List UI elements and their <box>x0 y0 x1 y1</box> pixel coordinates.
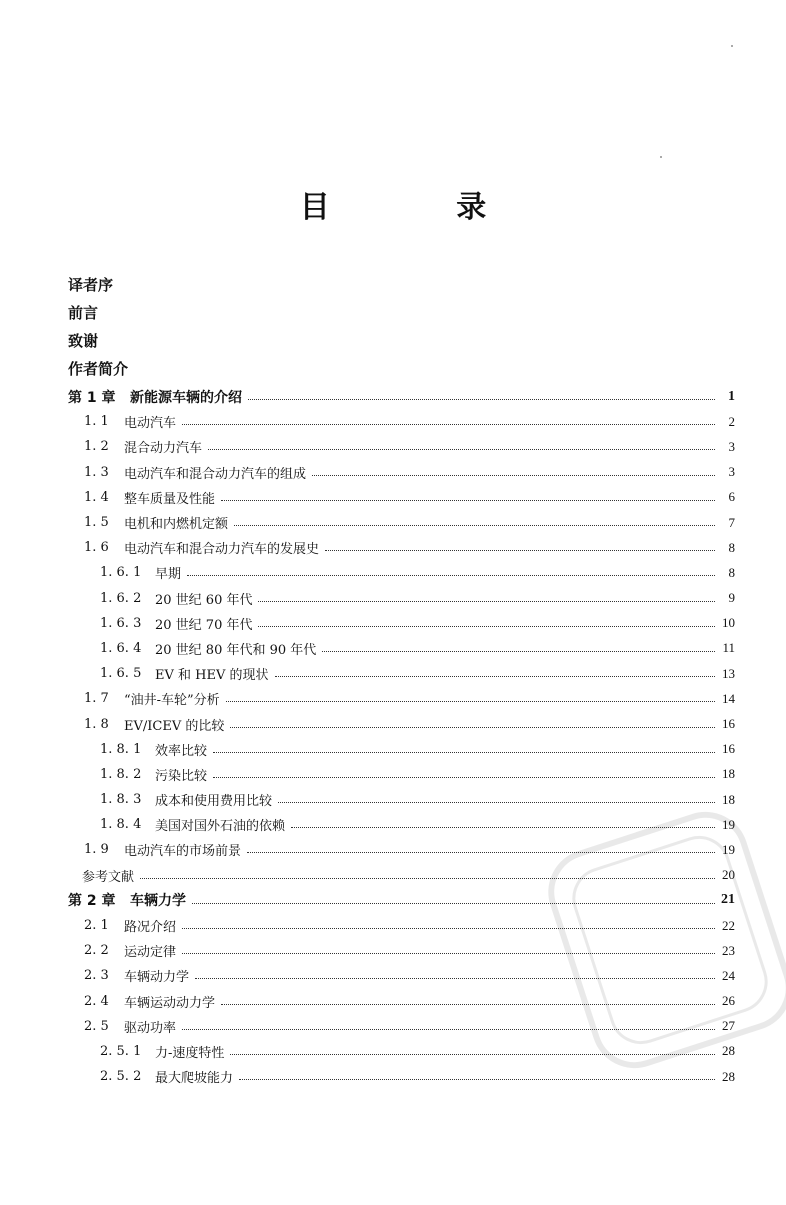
toc-label: EV 和 HEV 的现状 <box>155 668 269 684</box>
toc-label: 混合动力汽车 <box>124 441 203 457</box>
front-matter-acknowledgements[interactable]: 致谢 <box>68 332 99 350</box>
toc-page-number: 19 <box>722 816 735 832</box>
page-title: 目 录 <box>299 190 545 225</box>
toc-leader-dots <box>213 752 715 753</box>
toc-number: 1. 6. 4 <box>100 640 142 656</box>
toc-section-row[interactable] <box>68 762 735 787</box>
toc-number: 1. 6. 1 <box>100 565 142 581</box>
toc-number: 1. 2 <box>84 439 109 455</box>
toc-label: 20 世纪 80 年代和 90 年代 <box>155 642 317 658</box>
toc-number: 1. 4 <box>84 489 109 505</box>
toc-section-row[interactable] <box>68 535 735 560</box>
toc-page-number: 18 <box>722 791 735 807</box>
toc-section-row[interactable] <box>68 711 735 736</box>
toc-label: 美国对国外石油的依赖 <box>155 819 286 835</box>
toc-section-row[interactable] <box>68 409 735 434</box>
toc-section-row[interactable] <box>68 787 735 812</box>
toc-section-row[interactable] <box>68 485 735 510</box>
toc-chapter-row[interactable] <box>68 384 735 409</box>
front-matter-translator-preface[interactable]: 译者序 <box>68 276 114 294</box>
toc-number: 第 2 章 <box>68 893 116 910</box>
toc-leader-dots <box>325 550 715 551</box>
toc-section-row[interactable] <box>68 586 735 611</box>
toc-leader-dots <box>230 727 715 728</box>
toc-label: 车辆运动动力学 <box>124 995 216 1011</box>
toc-leader-dots <box>312 475 715 476</box>
toc-leader-dots <box>221 500 715 501</box>
front-matter-about-author[interactable]: 作者简介 <box>68 360 129 378</box>
toc-number: 1. 8. 4 <box>100 817 142 833</box>
toc-page-number: 18 <box>722 766 735 782</box>
toc-number: 1. 9 <box>84 842 109 858</box>
toc-page-number: 21 <box>721 892 735 908</box>
toc-number: 1. 3 <box>84 464 109 480</box>
toc-label: 运动定律 <box>124 945 177 961</box>
toc-page-number: 10 <box>722 615 735 631</box>
toc-number: 1. 6. 2 <box>100 590 142 606</box>
toc-number: 1. 8 <box>84 716 109 732</box>
toc-leader-dots <box>258 626 715 627</box>
toc-page-number: 28 <box>722 1043 735 1059</box>
toc-label: 20 世纪 70 年代 <box>155 617 253 633</box>
toc-page-number: 16 <box>722 716 735 732</box>
toc-page-number: 7 <box>728 514 735 530</box>
toc-number: 1. 8. 3 <box>100 792 142 808</box>
toc-leader-dots <box>278 802 715 803</box>
toc-page-number: 6 <box>728 489 735 505</box>
toc-section-row[interactable] <box>68 560 735 585</box>
toc-page-number: 24 <box>722 967 735 983</box>
toc-page-number: 2 <box>728 413 735 429</box>
toc-number: 1. 6. 5 <box>100 666 142 682</box>
toc-number: 2. 2 <box>84 943 109 959</box>
scan-speck <box>660 156 662 158</box>
toc-label: 电动汽车和混合动力汽车的组成 <box>124 466 307 482</box>
toc-label: EV/ICEV 的比较 <box>124 718 225 734</box>
toc-label: 20 世纪 60 年代 <box>155 592 253 608</box>
toc-leader-dots <box>187 575 715 576</box>
toc-section-row[interactable] <box>68 636 735 661</box>
toc-page-number: 20 <box>722 867 735 883</box>
toc-page-number: 23 <box>722 942 735 958</box>
toc-label: 效率比较 <box>155 743 208 759</box>
toc-page-number: 28 <box>722 1068 735 1084</box>
toc-leader-dots <box>248 399 715 400</box>
toc-leader-dots <box>258 601 715 602</box>
toc-number: 1. 6. 3 <box>100 615 142 631</box>
toc-number: 1. 6 <box>84 540 109 556</box>
toc-page-number: 16 <box>722 741 735 757</box>
toc-leader-dots <box>275 676 716 677</box>
toc-page-number: 3 <box>728 438 735 454</box>
toc-page-number: 9 <box>728 590 735 606</box>
toc-label: 力-速度特性 <box>155 1045 225 1061</box>
toc-label: 车辆力学 <box>130 893 186 910</box>
toc-leader-dots <box>182 424 715 425</box>
toc-number: 1. 7 <box>84 691 109 707</box>
toc-label: 电动汽车的市场前景 <box>124 844 242 860</box>
toc-number: 1. 8. 2 <box>100 766 142 782</box>
toc-leader-dots <box>226 701 715 702</box>
toc-page-number: 13 <box>722 665 735 681</box>
toc-label: 参考文献 <box>82 869 135 885</box>
toc-page-number: 22 <box>722 917 735 933</box>
toc-page-number: 1 <box>728 388 735 404</box>
scan-speck <box>731 45 733 47</box>
toc-page-number: 19 <box>722 841 735 857</box>
toc-label: 早期 <box>155 567 182 583</box>
toc-section-row[interactable] <box>68 737 735 762</box>
toc-label: “油井-车轮”分析 <box>124 693 220 709</box>
toc-leader-dots <box>208 449 715 450</box>
toc-number: 第 1 章 <box>68 389 116 406</box>
toc-label: 最大爬坡能力 <box>155 1071 234 1087</box>
toc-label: 电动汽车 <box>124 416 177 432</box>
toc-number: 2. 4 <box>84 993 109 1009</box>
toc-number: 2. 5 <box>84 1018 109 1034</box>
front-matter-preface[interactable]: 前言 <box>68 304 99 322</box>
toc-leader-dots <box>239 1079 715 1080</box>
toc-page-number: 27 <box>722 1018 735 1034</box>
toc-section-row[interactable] <box>68 661 735 686</box>
toc-label: 电动汽车和混合动力汽车的发展史 <box>124 542 320 558</box>
toc-page-number: 11 <box>722 640 735 656</box>
toc-section-row[interactable] <box>68 611 735 636</box>
toc-page-number: 8 <box>728 564 735 580</box>
toc-number: 2. 1 <box>84 918 109 934</box>
toc-leader-dots <box>322 651 715 652</box>
toc-leader-dots <box>213 777 715 778</box>
toc-label: 污染比较 <box>155 768 208 784</box>
toc-label: 成本和使用费用比较 <box>155 794 273 810</box>
toc-label: 新能源车辆的介绍 <box>130 389 242 406</box>
toc-section-row[interactable] <box>68 510 735 535</box>
toc-number: 1. 5 <box>84 515 109 531</box>
toc-page-number: 8 <box>728 539 735 555</box>
toc-label: 车辆动力学 <box>124 970 190 986</box>
toc-number: 2. 3 <box>84 968 109 984</box>
toc-section-row[interactable] <box>68 460 735 485</box>
toc-section-row[interactable] <box>68 686 735 711</box>
toc-label: 驱动功率 <box>124 1020 177 1036</box>
toc-page-number: 3 <box>728 464 735 480</box>
toc-number: 2. 5. 2 <box>100 1069 142 1085</box>
toc-page-number: 14 <box>722 690 735 706</box>
toc-page-number: 26 <box>722 993 735 1009</box>
toc-number: 1. 1 <box>84 414 109 430</box>
toc-label: 整车质量及性能 <box>124 491 216 507</box>
toc-number: 2. 5. 1 <box>100 1043 142 1059</box>
toc-label: 电机和内燃机定额 <box>124 517 229 533</box>
toc-section-row[interactable] <box>68 434 735 459</box>
toc-number: 1. 8. 1 <box>100 741 142 757</box>
toc-leader-dots <box>234 525 715 526</box>
toc-label: 路况介绍 <box>124 920 177 936</box>
